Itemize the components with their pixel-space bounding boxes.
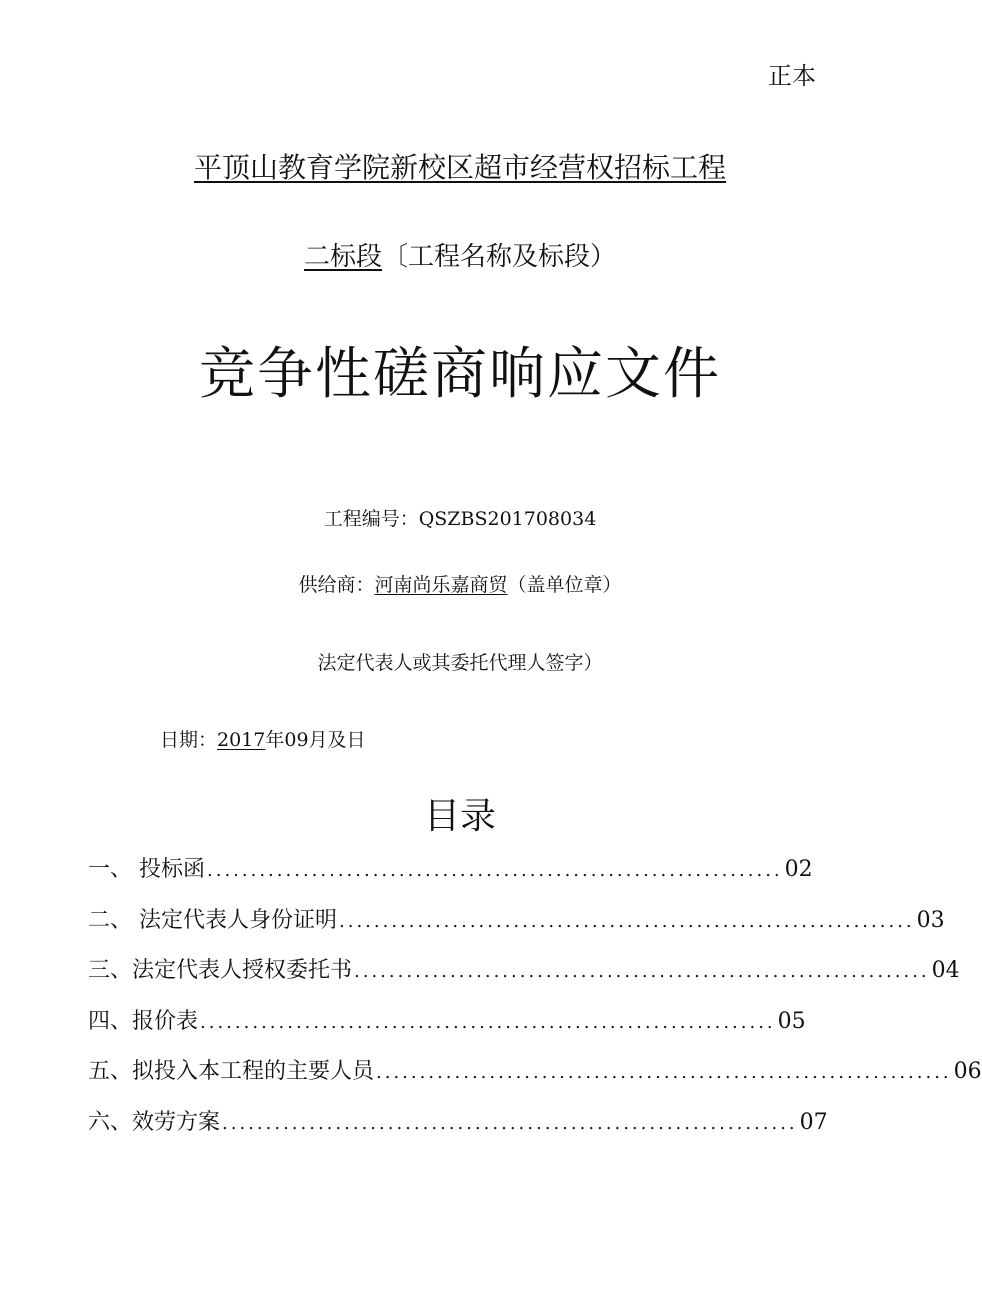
toc-item-page: 05 xyxy=(777,1008,806,1034)
toc-leader-dots: .................................................................. xyxy=(207,860,783,881)
supplier-label: 供给商： xyxy=(298,574,375,596)
project-lot-value: 二标段 xyxy=(303,242,382,272)
toc-leader-dots: .................................................................. xyxy=(376,1062,952,1084)
toc-title: 目录 xyxy=(423,796,496,837)
toc-leader-dots: .................................................................. xyxy=(339,910,915,932)
project-title xyxy=(0,146,920,186)
project-number-value: QSZBS201708034 xyxy=(418,508,597,530)
toc-leader-dots: .................................................................. xyxy=(222,1112,798,1134)
toc-item-label: 一、 投标函 xyxy=(88,857,205,882)
toc-item[interactable] xyxy=(88,953,960,1004)
toc-item[interactable] xyxy=(88,1105,828,1156)
toc-leader-dots: .................................................................. xyxy=(200,1011,776,1033)
project-number xyxy=(0,504,920,531)
toc-item-label: 六、效劳方案 xyxy=(88,1109,221,1135)
project-lot xyxy=(0,236,920,273)
toc-item-label: 四、报价表 xyxy=(88,1008,199,1034)
supplier-seal-note: （盖单位章） xyxy=(507,574,622,596)
date-label: 日期： xyxy=(160,729,218,751)
toc-item-page: 07 xyxy=(799,1109,828,1135)
date-year: 2017 xyxy=(217,729,266,751)
signature-line: 法定代表人或其委托代理人签字） xyxy=(317,652,603,674)
date-line xyxy=(160,725,366,752)
toc-item-label: 三、法定代表人授权委托书 xyxy=(88,958,353,984)
toc-item-label: 二、 法定代表人身份证明 xyxy=(88,907,337,933)
toc-item[interactable] xyxy=(88,1054,982,1105)
toc-item-page: 04 xyxy=(931,958,960,984)
document-title: 竞争性磋商响应文件 xyxy=(199,342,721,407)
toc-item-page: 03 xyxy=(916,907,945,933)
project-number-label: 工程编号： xyxy=(323,508,419,530)
toc-item[interactable] xyxy=(88,1004,806,1055)
project-title-text: 平顶山教育学院新校区超市经营权招标工程 xyxy=(193,151,726,184)
toc-item-label: 五、拟投入本工程的主要人员 xyxy=(88,1059,375,1085)
date-rest: 年09月及日 xyxy=(265,729,366,751)
table-of-contents xyxy=(88,852,982,1156)
project-lot-caption: 〔工程名称及标段） xyxy=(382,242,617,272)
supplier-line xyxy=(0,570,920,597)
toc-item[interactable] xyxy=(88,903,945,954)
toc-item-page: 06 xyxy=(953,1059,982,1085)
toc-leader-dots: .................................................................. xyxy=(354,961,930,983)
toc-item-page: 02 xyxy=(784,857,813,882)
supplier-name: 河南尚乐嘉商贸 xyxy=(374,574,508,596)
toc-item[interactable] xyxy=(88,852,813,903)
copy-mark: 正本 xyxy=(768,62,816,90)
